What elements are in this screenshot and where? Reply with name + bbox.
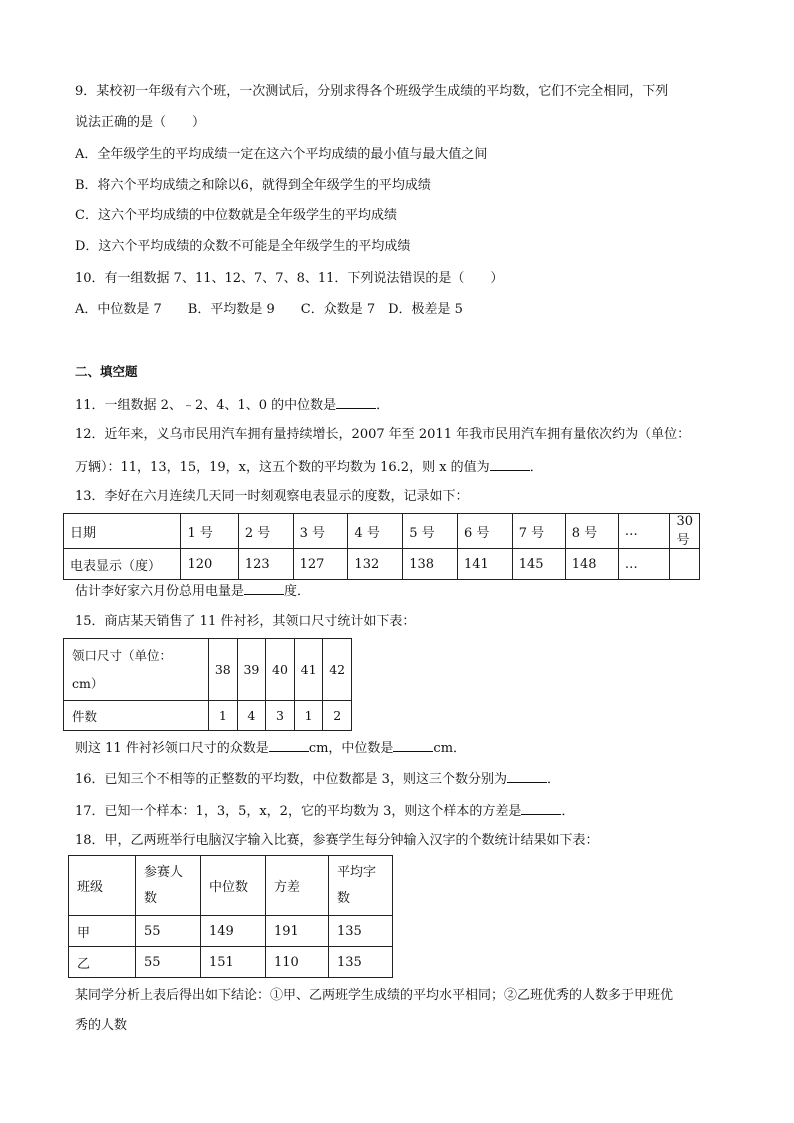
- q15-collar-table: [63, 638, 352, 731]
- table-cell: 55: [136, 916, 201, 947]
- q15-after-end: cm．: [433, 741, 467, 756]
- participants-header-line2: 数: [144, 890, 158, 906]
- q15-after-mid: cm，中位数是: [308, 741, 394, 756]
- q11-end: ．: [376, 398, 390, 413]
- table-cell: …: [618, 514, 670, 549]
- q15-mode-blank[interactable]: [269, 737, 309, 752]
- table-row: [64, 639, 352, 701]
- q17-answer-blank[interactable]: [521, 800, 561, 815]
- table-cell: 41: [294, 639, 323, 701]
- q16-text: 16．已知三个不相等的正整数的平均数，中位数都是 3，则这三个数分别为: [75, 772, 507, 787]
- table-cell: 2: [323, 701, 352, 731]
- table-cell: 乙: [69, 947, 136, 978]
- table-cell: 149: [201, 916, 266, 947]
- avg-words-header-line2: 数: [337, 890, 351, 906]
- q13-stem: 13．李好在六月连续几天同一时刻观察电表显示的度数，记录如下：: [75, 489, 469, 504]
- q15-stem: 15．商店某天销售了 11 件衬衫，其领口尺寸统计如下表：: [75, 614, 416, 629]
- q10-stem: 10．有一组数据 7、11、12、7、7、8、11．下列说法错误的是（ ）: [75, 271, 504, 286]
- q13-after: [75, 580, 310, 602]
- table-cell: 方差: [266, 856, 329, 916]
- table-row: [69, 916, 393, 947]
- q18-after-line2: 秀的人数: [75, 1018, 128, 1033]
- table-cell: 148: [565, 549, 618, 580]
- table-cell: 120: [181, 549, 238, 580]
- q9-stem-line1: 9．某校初一年级有六个班，一次测试后，分别求得各个班级学生成绩的平均数，它们不完全相同，下列: [75, 84, 669, 99]
- q10-options: A．中位数是 7 B．平均数是 9 C．众数是 7 D．极差是 5: [75, 302, 463, 317]
- collar-size-label-line1: 领口尺寸（单位：: [72, 647, 173, 663]
- table-cell: 4: [237, 701, 266, 731]
- table-cell: 班级: [69, 856, 136, 916]
- table-cell: 6 号: [457, 514, 512, 549]
- q15-after-text: 则这 11 件衬衫领口尺寸的众数是: [75, 741, 269, 756]
- table-cell: [329, 856, 393, 916]
- q9-option-a: A．全年级学生的平均成绩一定在这六个平均成绩的最小值与最大值之间: [75, 147, 488, 162]
- participants-header-line1: 参赛人: [144, 864, 184, 880]
- table-cell: …: [618, 549, 670, 580]
- q15-median-blank[interactable]: [393, 737, 433, 752]
- table-cell: 135: [329, 947, 393, 978]
- table-cell: 7 号: [512, 514, 565, 549]
- q12-end: ．: [529, 460, 543, 475]
- table-cell: 191: [266, 916, 329, 947]
- table-cell: 110: [266, 947, 329, 978]
- table-cell: 40: [266, 639, 295, 701]
- q17-text: 17．已知一个样本：1，3，5，x，2，它的平均数为 3，则这个样本的方差是: [75, 804, 522, 819]
- q16-end: ．: [546, 772, 560, 787]
- table-cell: 5 号: [403, 514, 458, 549]
- q18-after-line1: 某同学分析上表后得出如下结论：①甲、乙两班学生成绩的平均水平相同；②乙班优秀的人数多于甲班优: [75, 988, 674, 1003]
- q9-option-b: B．将六个平均成绩之和除以6，就得到全年级学生的平均成绩: [75, 178, 431, 193]
- table-cell: 132: [348, 549, 403, 580]
- q18-typing-table: [68, 855, 393, 978]
- q17: [75, 800, 574, 822]
- table-cell: 2 号: [238, 514, 293, 549]
- q15-after: [75, 737, 466, 759]
- q9-option-d: D．这六个平均成绩的众数不可能是全年级学生的平均成绩: [75, 239, 411, 254]
- table-cell: 3: [266, 701, 295, 731]
- collar-size-label-line2: cm）: [72, 675, 104, 691]
- table-cell: 3 号: [293, 514, 348, 549]
- q13-answer-blank[interactable]: [244, 580, 284, 595]
- table-cell: 151: [201, 947, 266, 978]
- q11: [75, 394, 389, 416]
- q9-stem-line2: 说法正确的是（ ）: [75, 115, 206, 130]
- table-row: [64, 701, 352, 731]
- q16: [75, 768, 560, 790]
- table-cell: 141: [457, 549, 512, 580]
- table-row: [69, 856, 393, 916]
- table-cell: 42: [323, 639, 352, 701]
- table-cell: 电表显示（度）: [64, 549, 181, 580]
- table-cell: 1: [294, 701, 323, 731]
- table-cell: 甲: [69, 916, 136, 947]
- q12-text: 万辆）：11，13，15，19，x，这五个数的平均数为 16.2，则 x 的值为: [75, 460, 490, 475]
- section-title-fill-in: 二、填空题: [75, 364, 138, 379]
- table-cell: 30 号: [670, 514, 700, 549]
- table-cell: 138: [403, 549, 458, 580]
- q12-answer-blank[interactable]: [490, 456, 530, 471]
- table-cell: 4 号: [348, 514, 403, 549]
- table-cell: 1: [209, 701, 238, 731]
- q11-text: 11．一组数据 2、﹣2、4、1、0 的中位数是: [75, 398, 337, 413]
- table-cell: 127: [293, 549, 348, 580]
- avg-words-header-line1: 平均字: [337, 864, 377, 880]
- table-cell: 38: [209, 639, 238, 701]
- table-cell: 135: [329, 916, 393, 947]
- table-cell: [136, 856, 201, 916]
- table-cell: 123: [238, 549, 293, 580]
- table-row: [69, 947, 393, 978]
- q11-answer-blank[interactable]: [336, 394, 376, 409]
- table-cell: 1 号: [181, 514, 238, 549]
- table-cell: 8 号: [565, 514, 618, 549]
- table-cell: 55: [136, 947, 201, 978]
- table-cell: 39: [237, 639, 266, 701]
- table-cell: [64, 639, 209, 701]
- q18-stem: 18．甲，乙两班举行电脑汉字输入比赛，参赛学生每分钟输入汉字的个数统计结果如下表：: [75, 833, 599, 848]
- q12-line2: [75, 456, 543, 478]
- q16-answer-blank[interactable]: [507, 768, 547, 783]
- table-cell: 件数: [64, 701, 209, 731]
- q13-after-text: 估计李好家六月份总用电量是: [75, 584, 245, 599]
- table-cell: 中位数: [201, 856, 266, 916]
- q13-after-end: 度．: [284, 584, 311, 599]
- q9-option-c: C．这六个平均成绩的中位数就是全年级学生的平均成绩: [75, 208, 397, 223]
- q17-end: ．: [561, 804, 575, 819]
- table-row: [64, 549, 700, 580]
- table-cell: [670, 549, 700, 580]
- table-cell: 145: [512, 549, 565, 580]
- table-row: [64, 514, 700, 549]
- table-cell: 日期: [64, 514, 181, 549]
- q12-line1: 12．近年来，义乌市民用汽车拥有量持续增长，2007 年至 2011 年我市民用汽车拥有量依次约为（单位：: [75, 427, 691, 442]
- q13-meter-table: [63, 513, 700, 580]
